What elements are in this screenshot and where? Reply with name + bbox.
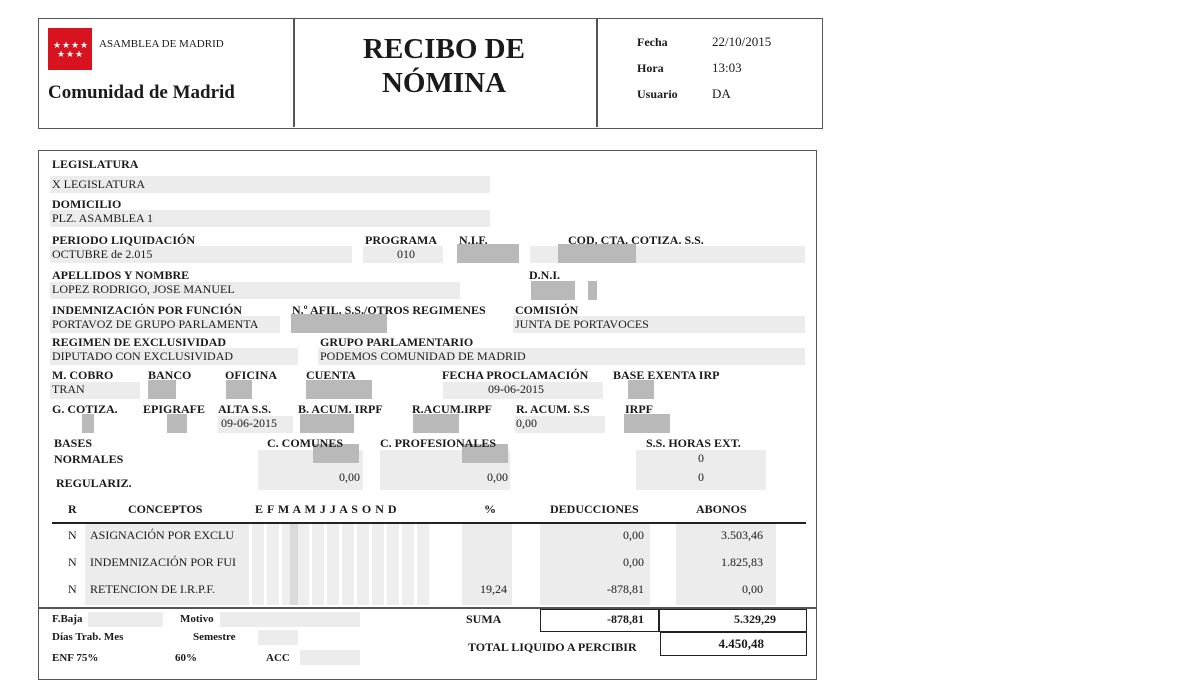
col-r-header: R [68, 502, 77, 516]
col-conceptos-header: CONCEPTOS [128, 502, 203, 516]
epigrafe-label: EPIGRAFE [143, 402, 206, 416]
pct-60-label: 60% [175, 652, 197, 664]
acc-label: ACC [266, 652, 290, 664]
alta-ss-value: 09-06-2015 [221, 416, 277, 430]
hora-value: 13:03 [712, 60, 742, 75]
c-comunes-label: C. COMUNES [267, 436, 344, 450]
apellidos-value: LOPEZ RODRIGO, JOSE MANUEL [52, 282, 235, 296]
regimen-label: REGIMEN DE EXCLUSIVIDAD [52, 335, 227, 349]
total-liquido-value: 4.450,48 [718, 636, 764, 651]
m-cobro-value: TRAN [52, 382, 85, 396]
regulariz-label: REGULARIZ. [56, 476, 132, 490]
m-cobro-label: M. COBRO [52, 368, 114, 382]
enf-75-label: ENF 75% [52, 652, 99, 664]
comision-label: COMISIÓN [515, 303, 579, 317]
col-deducciones-header: DEDUCCIONES [550, 502, 639, 516]
nif-label: N.I.F. [459, 233, 488, 247]
oficina-label: OFICINA [225, 368, 278, 382]
usuario-label: Usuario [637, 87, 678, 101]
grupo-value: PODEMOS COMUNIDAD DE MADRID [320, 349, 526, 363]
col-abonos-header: ABONOS [696, 502, 747, 516]
apellidos-label: APELLIDOS Y NOMBRE [52, 268, 190, 282]
col-pct-header: % [484, 502, 496, 516]
grupo-label: GRUPO PARLAMENTARIO [320, 335, 474, 349]
cod-cta-label: COD. CTA. COTIZA. S.S. [568, 233, 704, 247]
fecha-proclamacion-value: 09-06-2015 [488, 382, 544, 396]
fecha-label: Fecha [637, 35, 668, 49]
c-profesionales-value: 0,00 [487, 470, 508, 484]
regimen-value: DIPUTADO CON EXCLUSIVIDAD [52, 349, 234, 363]
suma-deducciones: -878,81 [607, 612, 644, 626]
ss-horas-ext-value-1: 0 [698, 451, 704, 465]
periodo-value: OCTUBRE de 2.015 [52, 247, 153, 261]
suma-abonos: 5.329,29 [734, 612, 776, 626]
b-acum-irpf-label: B. ACUM. IRPF [298, 402, 383, 416]
document-title: RECIBO DE NÓMINA [363, 33, 525, 99]
dni-label: D.N.I. [529, 268, 561, 282]
r-acum-irpf-label: R.ACUM.IRPF [412, 402, 492, 416]
r-acum-ss-value: 0,00 [516, 416, 537, 430]
table-header-rule [52, 522, 806, 524]
afil-label: N.º AFIL. S.S./OTROS REGIMENES [292, 303, 486, 317]
motivo-label: Motivo [180, 613, 214, 625]
irpf-label: IRPF [625, 402, 653, 416]
alta-ss-label: ALTA S.S. [218, 402, 272, 416]
org-name: ASAMBLEA DE MADRID [99, 38, 224, 50]
periodo-label: PERIODO LIQUIDACIÓN [52, 233, 196, 247]
comision-value: JUNTA DE PORTAVOCES [515, 317, 649, 331]
g-cotiza-label: G. COTIZA. [52, 402, 118, 416]
banco-label: BANCO [148, 368, 192, 382]
total-liquido-label: TOTAL LIQUIDO A PERCIBIR [468, 640, 637, 654]
redacted-dni [531, 281, 575, 300]
fecha-proclamacion-label: FECHA PROCLAMACIÓN [442, 368, 589, 382]
c-profesionales-label: C. PROFESIONALES [380, 436, 497, 450]
indemnizacion-label: INDEMNIZACIÓN POR FUNCIÓN [52, 303, 243, 317]
domicilio-value: PLZ. ASAMBLEA 1 [52, 211, 154, 225]
programa-label: PROGRAMA [365, 233, 437, 247]
base-exenta-label: BASE EXENTA IRP [613, 368, 720, 382]
cuenta-label: CUENTA [306, 368, 356, 382]
comunidad-madrid-flag-icon: ★ ★ ★ ★ ★ ★ ★ [48, 28, 92, 70]
bases-label: BASES [54, 436, 93, 450]
community-name: Comunidad de Madrid [48, 82, 235, 103]
fecha-value: 22/10/2015 [712, 34, 772, 49]
normales-label: NORMALES [54, 452, 124, 466]
f-baja-label: F.Baja [52, 613, 83, 625]
ss-horas-ext-value-2: 0 [698, 470, 704, 484]
suma-label: SUMA [466, 612, 502, 626]
indemnizacion-value: PORTAVOZ DE GRUPO PARLAMENTA [52, 317, 259, 331]
domicilio-label: DOMICILIO [52, 197, 122, 211]
dias-trab-label: Días Trab. Mes [52, 631, 124, 643]
legislatura-label: LEGISLATURA [52, 157, 139, 171]
ss-horas-ext-label: S.S. HORAS EXT. [646, 436, 741, 450]
usuario-value: DA [712, 86, 731, 101]
hora-label: Hora [637, 61, 664, 75]
legislatura-value: X LEGISLATURA [52, 177, 145, 191]
r-acum-ss-label: R. ACUM. S.S [516, 402, 590, 416]
col-months-header: E F M A M J J A S O N D [255, 502, 397, 516]
c-comunes-value: 0,00 [339, 470, 360, 484]
semestre-label: Semestre [193, 631, 236, 643]
programa-value: 010 [397, 247, 415, 261]
